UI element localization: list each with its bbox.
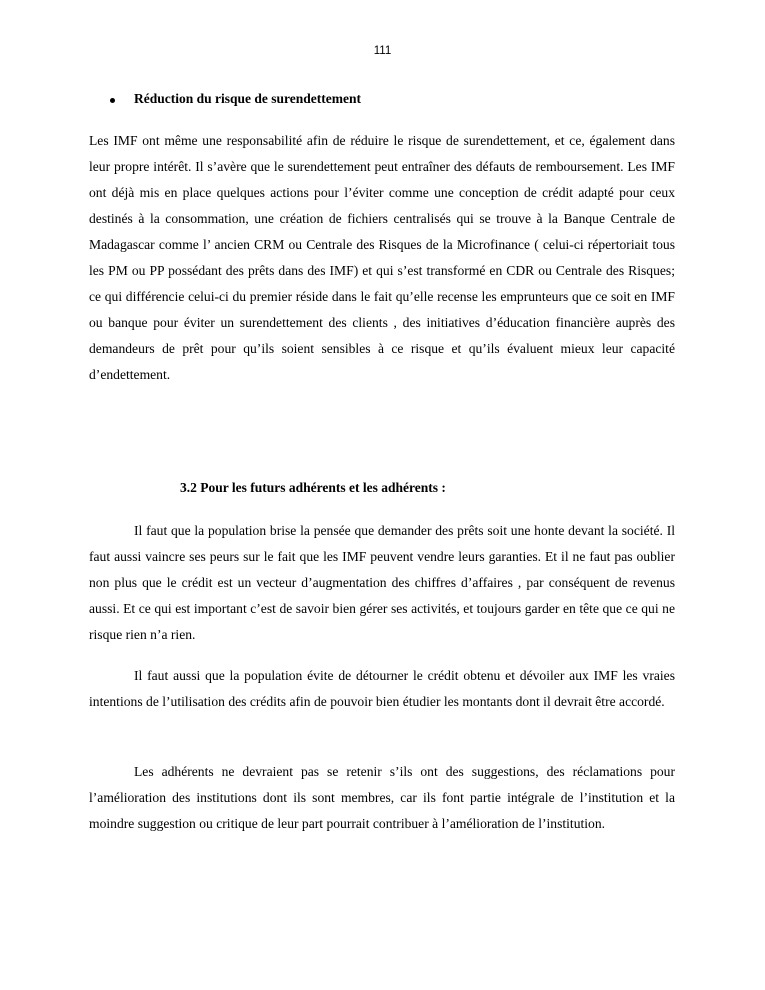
bullet-heading-text: Réduction du risque de surendettement [134, 91, 362, 106]
page-number: 111 [373, 45, 392, 57]
paragraph-risk-reduction: Les IMF ont même une responsabilité afin de réduire le risque de surendettement, et ce, également dans leur propre intérêt. Il s’avère que le surendettement peut entraîner des défauts de remboursement. Les IMF ont déjà mis en place quelques actions pour l’éviter comme une conception de crédit adapté pour ceux destinés à la consommation, une création de fichiers centralisés qui se trouve à la Banque Centrale de Madagascar comme l’ ancien CRM ou Centrale des Risques de la Microfinance ( celui-ci répertoriait tous les PM ou PP possédant des prêts dans des IMF) et qui s’est transformé en CDR ou Centrale des Risques; ce qui différencie celui-ci du premier réside dans le fait qu’elle recense les emprunteurs que ce soit en IMF ou banque pour éviter un surendettement des clients , des initiatives d’éducation financière auprès des demandeurs de prêt pour qu’ils soient sensibles à ce risque et qu’ils évaluent mieux leur capacité d’endettement. [89, 133, 675, 382]
paragraph-adherents-2: Il faut aussi que la population évite de détourner le crédit obtenu et dévoiler aux IMF les vraies intentions de l’utilisation des crédits afin de pouvoir bien étudier les montants dont il devrait être accordé. [89, 668, 675, 709]
paragraph-adherents-3: Les adhérents ne devraient pas se retenir s’ils ont des suggestions, des réclamations pour l’amélioration des institutions dont ils sont membres, car ils font partie intégrale de l’institution et la moindre suggestion ou critique de leur part pourrait contribuer à l’amélioration de l’institution. [89, 764, 675, 831]
paragraph-adherents-1: Il faut que la population brise la pensée que demander des prêts soit une honte devant la société. Il faut aussi vaincre ses peurs sur le fait que les IMF peuvent vendre leurs garanties. Et il ne faut pas oublier non plus que le crédit est un vecteur d’augmentation des chiffres d’affaires , par conséquent de revenus aussi. Et ce qui est important c’est de savoir bien gérer ses activités, et toujours garder en tête que ce qui ne risque rien n’a rien. [89, 523, 675, 642]
bullet-heading-risk-reduction [110, 90, 361, 108]
section-heading-3-2: 3.2 Pour les futurs adhérents et les adhérents : [180, 480, 446, 495]
bullet-icon [110, 98, 115, 103]
